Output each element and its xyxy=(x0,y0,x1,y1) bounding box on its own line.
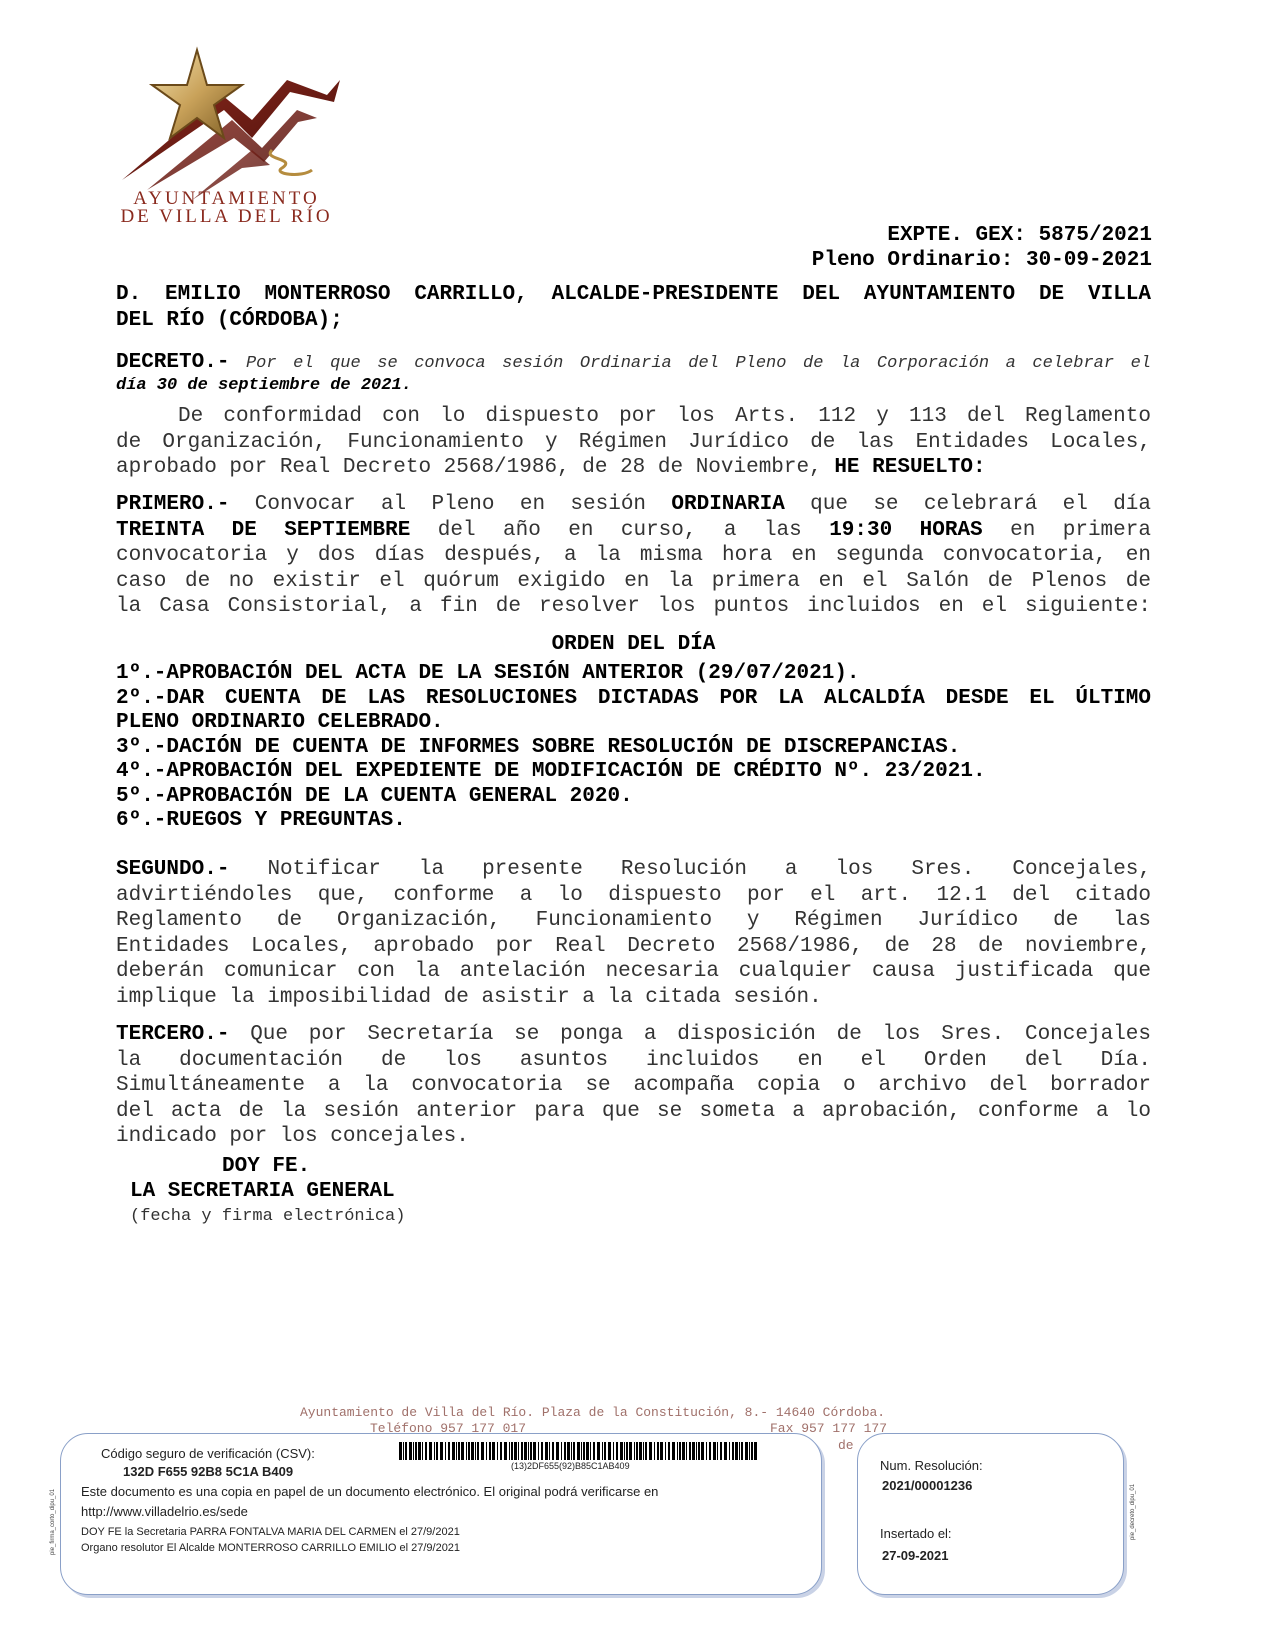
inserted-date: 27-09-2021 xyxy=(882,1548,949,1563)
decreto-label: DECRETO.- xyxy=(116,351,230,374)
segundo-text: Notificar la presente Resolución a los Sres. Concejales, xyxy=(267,858,1151,881)
expediente-number: EXPTE. GEX: 5875/2021 xyxy=(887,224,1152,247)
barcode-text: (13)2DF655(92)B85C1AB409 xyxy=(511,1461,630,1471)
session-type: ORDINARIA xyxy=(671,493,785,516)
logo-text-line2: DE VILLA DEL RÍO xyxy=(120,206,333,227)
segundo-label: SEGUNDO.- xyxy=(116,858,230,881)
resolution-number-label: Num. Resolución: xyxy=(880,1458,983,1473)
primero-paragraph xyxy=(116,492,1151,620)
session-time: 19:30 HORAS xyxy=(829,518,983,542)
intro-line1: De conformidad con lo dispuesto por los Arts. 112 y 113 del Reglamento xyxy=(178,405,1151,428)
tercero-line3: Simultáneamente a la convocatoria se acompaña copia o archivo del borrador xyxy=(116,1074,1151,1097)
signature-note: (fecha y firma electrónica) xyxy=(130,1207,406,1226)
logo-text-line1: AYUNTAMIENTO xyxy=(133,188,320,209)
primero-line3: convocatoria y dos días después, a la misma hora en segunda convocatoria, en xyxy=(116,544,1151,567)
segundo-line4: Entidades Locales, aprobado por Real Decreto 2568/1986, de 28 de noviembre, xyxy=(116,934,1151,958)
doy-fe-signer: DOY FE la Secretaria PARRA FONTALVA MARIA DEL CARMEN el 27/9/2021 xyxy=(81,1526,460,1538)
primero-label: PRIMERO.- xyxy=(116,493,230,516)
primero-text: que se celebrará el día xyxy=(810,493,1152,516)
resolving-organ: Organo resolutor El Alcalde MONTERROSO CARRILLO EMILIO el 27/9/2021 xyxy=(81,1542,461,1554)
footer-partial: de xyxy=(838,1438,854,1453)
csv-note-line1: Este documento es una copia en papel de un documento electrónico. El original podrá verificarse en xyxy=(81,1484,659,1499)
tercero-line4: del acta de la sesión anterior para que se someta a aprobación, conforme a lo xyxy=(116,1099,1151,1123)
segundo-paragraph xyxy=(116,857,1151,1010)
tercero-line5: indicado por los concejales. xyxy=(116,1125,469,1148)
star-mountain-emblem-icon xyxy=(112,40,352,205)
tercero-line2: la documentación de los asuntos incluidos en el Orden del Día. xyxy=(116,1048,1151,1072)
footer-phone: Teléfono 957 177 017 xyxy=(370,1421,527,1432)
addressee xyxy=(116,282,1151,333)
segundo-line2: advirtiéndoles que, conforme a lo dispuesto por el art. 12.1 del citado xyxy=(116,883,1151,907)
addressee-line1: D. EMILIO MONTERROSO CARRILLO, ALCALDE-PRESIDENTE DEL AYUNTAMIENTO DE VILLA xyxy=(116,283,1151,306)
decreto-date: día 30 de septiembre de 2021. xyxy=(116,376,412,395)
primero-line5: la Casa Consistorial, a fin de resolver los puntos incluidos en el siguiente: xyxy=(116,595,1151,618)
segundo-line3: Reglamento de Organización, Funcionamiento y Régimen Jurídico de las xyxy=(116,909,1151,932)
csv-label: Código seguro de verificación (CSV): xyxy=(101,1446,315,1461)
pleno-date: Pleno Ordinario: 30-09-2021 xyxy=(811,249,1152,272)
resolution-side-code: pie_decreto_dipu_01 xyxy=(1130,1483,1136,1540)
verify-url-link[interactable]: http://www.villadelrio.es/sede xyxy=(81,1504,248,1519)
csv-verification-box xyxy=(60,1433,822,1595)
agenda-item: 5º.-APROBACIÓN DE LA CUENTA GENERAL 2020. xyxy=(116,784,633,808)
resolution-number: 2021/00001236 xyxy=(882,1478,973,1493)
csv-code: 132D F655 92B8 5C1A B409 xyxy=(123,1464,294,1479)
agenda-item: 4º.-APROBACIÓN DEL EXPEDIENTE DE MODIFICACIÓN DE CRÉDITO Nº. 23/2021. xyxy=(116,760,986,783)
agenda-item: 1º.-APROBACIÓN DEL ACTA DE LA SESIÓN ANTERIOR (29/07/2021). xyxy=(116,662,860,685)
csv-side-code: pie_firma_corto_dipu_01 xyxy=(50,1488,56,1555)
decreto-section xyxy=(116,352,1151,397)
segundo-line5: deberán comunicar con la antelación necesaria cualquier causa justificada que xyxy=(116,960,1151,983)
footer-fax: Fax 957 177 177 xyxy=(770,1421,888,1432)
segundo-line6: implique la imposibilidad de asistir a la citada sesión. xyxy=(116,985,822,1009)
inserted-label: Insertado el: xyxy=(880,1526,952,1541)
intro-line2: de Organización, Funcionamiento y Régimen Jurídico de las Entidades Locales, xyxy=(116,430,1151,454)
agenda-item: PLENO ORDINARIO CELEBRADO. xyxy=(116,711,444,734)
footer-address: Ayuntamiento de Villa del Río. Plaza de la Constitución, 8.- 14640 Córdoba. xyxy=(300,1405,886,1420)
tercero-paragraph xyxy=(116,1022,1151,1150)
decreto-text: Por el que se convoca sesión Ordinaria del Pleno de la Corporación a celebrar el xyxy=(245,354,1152,373)
primero-text: en primera xyxy=(1010,518,1151,542)
orden-del-dia-title: ORDEN DEL DÍA xyxy=(551,633,716,656)
primero-line4: caso de no existir el quórum exigido en la primera en el Salón de Plenos de xyxy=(116,569,1151,593)
agenda-item: 2º.-DAR CUENTA DE LAS RESOLUCIONES DICTADAS POR LA ALCALDÍA DESDE EL ÚLTIMO xyxy=(116,686,1151,710)
addressee-line2: DEL RÍO (CÓRDOBA); xyxy=(116,308,343,332)
he-resuelto: HE RESUELTO: xyxy=(834,456,986,479)
tercero-text: Que por Secretaría se ponga a disposición de los Sres. Concejales xyxy=(250,1023,1151,1046)
intro-paragraph xyxy=(116,404,1151,481)
primero-text: Convocar al Pleno en sesión xyxy=(254,493,647,516)
primero-text: del año en curso, a las xyxy=(437,518,802,542)
resolution-box xyxy=(857,1433,1124,1595)
tercero-label: TERCERO.- xyxy=(116,1023,230,1046)
signer-role: LA SECRETARIA GENERAL xyxy=(130,1180,395,1203)
orden-del-dia-list xyxy=(116,662,1151,834)
doy-fe: DOY FE. xyxy=(222,1155,311,1178)
agenda-item: 3º.-DACIÓN DE CUENTA DE INFORMES SOBRE RESOLUCIÓN DE DISCREPANCIAS. xyxy=(116,735,961,759)
intro-line3: aprobado por Real Decreto 2568/1986, de 28 de Noviembre, xyxy=(116,456,822,479)
municipal-logo xyxy=(112,40,352,240)
session-date: TREINTA DE SEPTIEMBRE xyxy=(116,518,411,542)
barcode-icon xyxy=(399,1442,759,1460)
agenda-item: 6º.-RUEGOS Y PREGUNTAS. xyxy=(116,809,406,832)
